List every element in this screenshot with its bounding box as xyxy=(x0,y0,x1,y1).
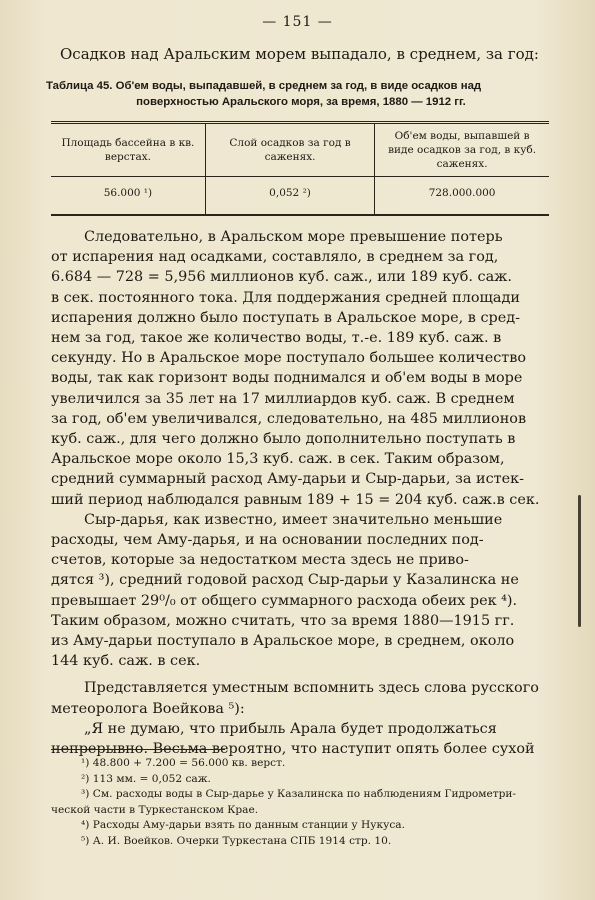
text-line: метеоролога Воейкова ⁵): xyxy=(51,700,245,717)
text-line: увеличился за 35 лет на 17 миллиардов куб. саж. В среднем xyxy=(51,390,515,407)
text-line: за год, об'ем увеличивался, следовательно, на 485 миллионов xyxy=(51,410,527,427)
header-precipitation-layer: Слой осадков за год в саженях. xyxy=(205,123,374,177)
table-header-row xyxy=(51,123,549,177)
text-line: Сыр-дарья, как известно, имеет значительно меньшие xyxy=(84,511,503,528)
header-water-volume: Об'ем воды, выпавшей в виде осадков за год, в куб. саженях. xyxy=(375,123,549,177)
text-line: секунду. Но в Аральское море поступало большее количество xyxy=(51,350,526,367)
page-number: — 151 — xyxy=(262,14,333,30)
text-line: нем за год, такое же количество воды, т.-е. 189 куб. саж. в xyxy=(51,330,502,347)
text-line: от испарения над осадками, составляло, в среднем за год, xyxy=(51,249,499,266)
text-line: в сек. постоянного тока. Для поддержания средней площади xyxy=(51,289,520,306)
table-row xyxy=(51,177,549,216)
text-line: „Я не думаю, что прибыль Арала будет продолжаться xyxy=(84,720,497,737)
precipitation-table xyxy=(51,121,549,216)
footnote-1: ¹) 48.800 + 7.200 = 56.000 кв. верст. xyxy=(81,757,286,769)
cell-precipitation-layer: 0,052 ²) xyxy=(205,177,374,216)
text-line: счетов, которые за недостатком места здесь не приво- xyxy=(51,552,469,569)
margin-pencil-mark xyxy=(578,495,581,627)
footnote-5: ⁵) А. И. Воейков. Очерки Туркестана СПБ 1914 стр. 10. xyxy=(81,834,392,847)
text-line: испарения должно было поступать в Аральское море, в сред- xyxy=(51,309,520,326)
footnote-3-continued: ческой части в Туркестанском Крае. xyxy=(51,803,259,816)
text-line: Аральское море около 15,3 куб. саж. в сек. Таким образом, xyxy=(51,451,505,468)
text-line: превышает 29⁰/₀ от общего суммарного расхода обеих рек ⁴). xyxy=(51,592,518,609)
text-line: из Аму-дарьи поступало в Аральское море, в среднем, около xyxy=(51,633,515,650)
text-line: дятся ³), средний годовой расход Сыр-дарьи у Казалинска не xyxy=(51,572,519,589)
text-line: расходы, чем Аму-дарья, и на основании последних под- xyxy=(51,532,484,549)
footnote-divider xyxy=(51,749,225,750)
table-caption-line-2: поверхностью Аральского моря, за время, 1880 — 1912 гг. xyxy=(136,96,466,108)
footnote-3: ³) См. расходы воды в Сыр-дарье у Казалинска по наблюдениям Гидрометри- xyxy=(81,788,517,801)
text-line: Таким образом, можно считать, что за время 1880—1915 гг. xyxy=(51,612,515,629)
table-caption xyxy=(46,78,556,110)
header-basin-area: Площадь бассейна в кв. верстах. xyxy=(51,123,205,177)
footnote-2: ²) 113 мм. = 0,052 саж. xyxy=(81,772,211,785)
text-line: Представляется уместным вспомнить здесь слова русского xyxy=(84,680,539,697)
text-line: куб. саж., для чего должно было дополнительно поступать в xyxy=(51,431,516,448)
text-line: непрерывно. Весьма вероятно, что наступит опять более сухой xyxy=(51,741,535,758)
text-line: воды, так как горизонт воды поднимался и об'ем воды в море xyxy=(51,370,523,387)
main-text xyxy=(51,227,545,759)
footnotes xyxy=(51,756,551,850)
intro-line: Осадков над Аральским морем выпадало, в среднем, за год: xyxy=(60,45,539,63)
table-caption-line-1: Таблица 45. Об'ем воды, выпадавшей, в среднем за год, в виде осадков над xyxy=(46,80,482,92)
cell-basin-area: 56.000 ¹) xyxy=(51,177,205,216)
text-line: 6.684 — 728 = 5,956 миллионов куб. саж., или 189 куб. саж. xyxy=(51,269,512,286)
text-line: ший период наблюдался равным 189 + 15 = 204 куб. саж.в сек. xyxy=(51,491,540,508)
text-line: Следовательно, в Аральском море превышение потерь xyxy=(84,229,503,245)
paragraph-gap xyxy=(51,671,545,678)
text-line: 144 куб. саж. в сек. xyxy=(51,653,201,670)
footnote-4: ⁴) Расходы Аму-дарьи взять по данным станции у Нукуса. xyxy=(81,819,405,832)
cell-water-volume: 728.000.000 xyxy=(375,177,549,216)
text-line: средний суммарный расход Аму-дарьи и Сыр-дарьи, за истек- xyxy=(51,471,524,488)
